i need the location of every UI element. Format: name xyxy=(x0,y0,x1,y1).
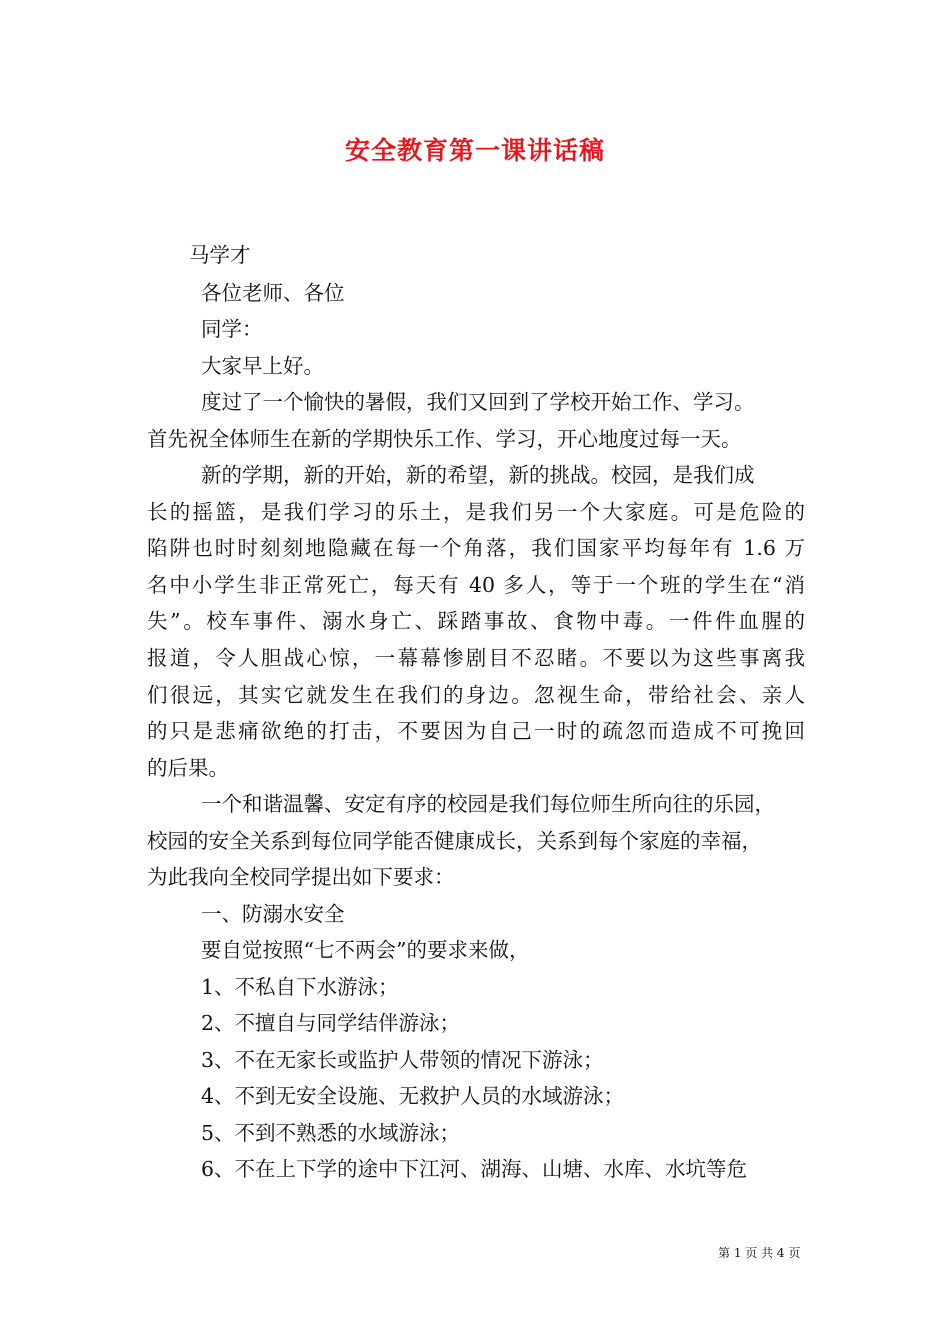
list-item: 1、不私自下水游泳； xyxy=(201,975,399,999)
list-item: 3、不在无家长或监护人带领的情况下游泳； xyxy=(201,1048,604,1072)
text-line: 各位老师、各位 xyxy=(201,281,345,305)
document-title: 安全教育第一课讲话稿 xyxy=(344,136,605,165)
text-line: 首先祝全体师生在新的学期快乐工作、学习，开心地度过每一天。 xyxy=(147,427,742,451)
author-name: 马学才 xyxy=(189,243,251,267)
text-line: 长的摇篮，是我们学习的乐土，是我们另一个大家庭。可是危险的 xyxy=(147,500,805,524)
list-item: 5、不到不熟悉的水域游泳； xyxy=(201,1121,461,1145)
list-item: 4、不到无安全设施、无救护人员的水域游泳； xyxy=(201,1084,625,1108)
text-line: 的只是悲痛欲绝的打击，不要因为自己一时的疏忽而造成不可挽回 xyxy=(147,719,805,743)
text-line: 新的学期，新的开始，新的希望，新的挑战。校园，是我们成 xyxy=(201,463,755,487)
list-item: 2、不擅自与同学结伴游泳； xyxy=(201,1011,461,1035)
list-item: 6、不在上下学的途中下江河、湖海、山塘、水库、水坑等危 xyxy=(201,1157,748,1181)
text-line: 同学： xyxy=(201,317,263,341)
text-line: 为此我向全校同学提出如下要求： xyxy=(147,865,455,889)
text-line: 陷阱也时时刻刻地隐藏在每一个角落，我们国家平均每年有 1.6 万 xyxy=(147,536,805,560)
text-line: 失”。校车事件、溺水身亡、踩踏事故、食物中毒。一件件血腥的 xyxy=(147,609,805,633)
page-number: 第 1 页 共 4 页 xyxy=(718,1246,801,1260)
text-line: 名中小学生非正常死亡，每天有 40 多人，等于一个班的学生在“消 xyxy=(147,573,805,597)
text-line: 要自觉按照“七不两会”的要求来做， xyxy=(201,938,530,962)
text-line: 报道，令人胆战心惊，一幕幕惨剧目不忍睹。不要以为这些事离我 xyxy=(147,646,805,670)
text-line: 大家早上好。 xyxy=(201,354,324,378)
text-line: 度过了一个愉快的暑假，我们又回到了学校开始工作、学习。 xyxy=(201,390,755,414)
text-line: 的后果。 xyxy=(147,756,229,780)
section-heading: 一、防溺水安全 xyxy=(201,902,345,926)
text-line: 校园的安全关系到每位同学能否健康成长，关系到每个家庭的幸福， xyxy=(147,829,762,853)
text-line: 们很远，其实它就发生在我们的身边。忽视生命，带给社会、亲人 xyxy=(147,683,805,707)
text-line: 一个和谐温馨、安定有序的校园是我们每位师生所向往的乐园， xyxy=(201,792,775,816)
